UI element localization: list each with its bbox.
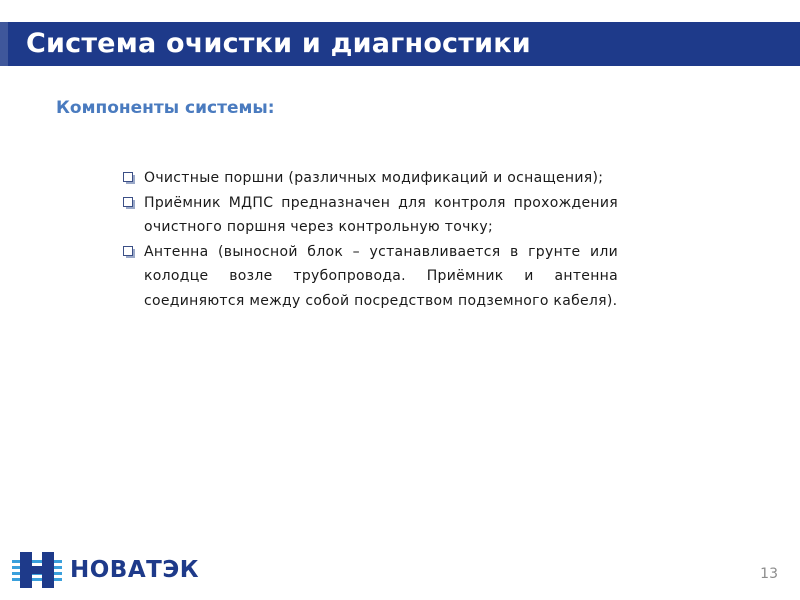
checkbox-bullet-icon bbox=[123, 172, 136, 185]
company-logo bbox=[12, 550, 202, 590]
list-item bbox=[120, 240, 618, 314]
checkbox-bullet-icon bbox=[123, 246, 136, 259]
page-number: 13 bbox=[760, 566, 778, 582]
title-bar bbox=[0, 22, 800, 66]
bullet-text: Приёмник МДПС предназначен для контроля прохождения очистного поршня через контрольную точку; bbox=[144, 194, 618, 235]
section-heading: Компоненты системы: bbox=[56, 98, 275, 118]
logo-text: НОВАТЭК bbox=[70, 557, 200, 583]
checkbox-bullet-icon bbox=[123, 197, 136, 210]
bullet-text: Антенна (выносной блок – устанавливается в грунте или колодце возле трубопровода. Приёмник и антенна соединяются между собой посредством подземного кабеля). bbox=[144, 243, 618, 309]
list-item bbox=[120, 166, 618, 191]
novatek-logo-icon bbox=[12, 550, 62, 590]
list-item bbox=[120, 191, 618, 240]
slide-title: Система очистки и диагностики bbox=[26, 28, 531, 59]
bullet-list bbox=[120, 166, 618, 313]
title-bar-accent bbox=[0, 22, 8, 66]
bullet-text: Очистные поршни (различных модификаций и оснащения); bbox=[144, 170, 604, 186]
